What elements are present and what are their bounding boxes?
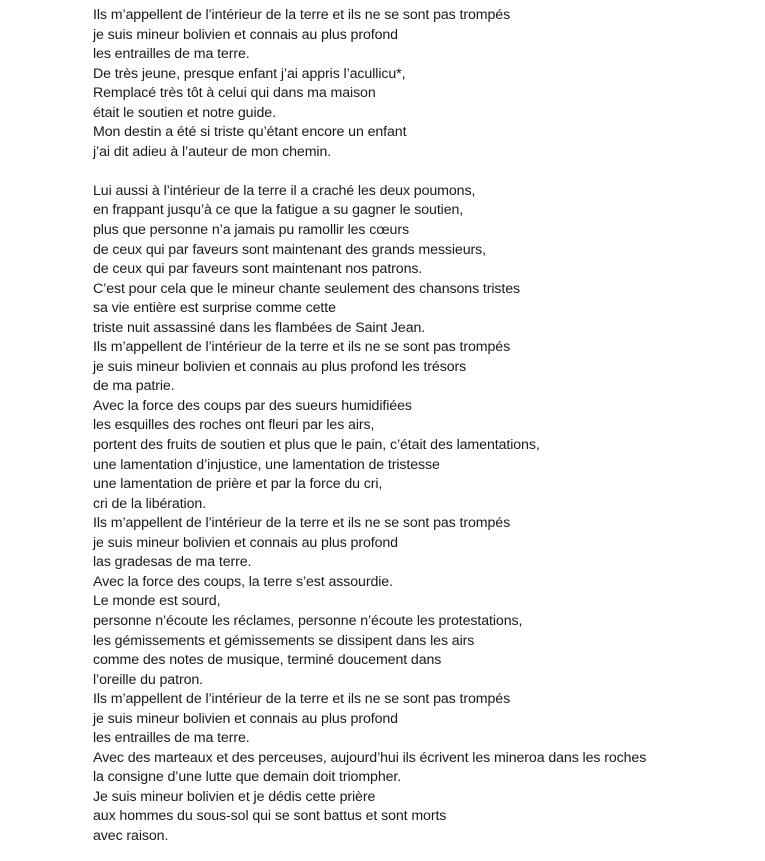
poem-line: une lamentation d’injustice, une lamentation de tristesse [93, 456, 440, 473]
poem-line: Avec la force des coups par des sueurs humidifiées [93, 397, 412, 414]
poem-line: je suis mineur bolivien et connais au plus profond [93, 26, 398, 43]
poem-line: comme des notes de musique, terminé doucement dans [93, 652, 442, 669]
poem-line: plus que personne n’a jamais pu ramollir les cœurs [93, 222, 409, 239]
poem-line: sa vie entière est surprise comme cette [93, 300, 336, 317]
poem-line: Avec des marteaux et des perceuses, aujourd’hui ils écrivent les mineroa dans les roches [93, 749, 647, 766]
poem-line: de ceux qui par faveurs sont maintenant nos patrons. [93, 261, 423, 278]
poem-line: Je suis mineur bolivien et je dédis cette prière [93, 788, 376, 805]
poem-line: portent des fruits de soutien et plus que le pain, c’était des lamentations, [93, 437, 540, 454]
poem-line: Remplacé très tôt à celui qui dans ma maison [93, 85, 376, 102]
poem-line: de ma patrie. [93, 378, 175, 395]
poem-line: en frappant jusqu’à ce que la fatigue a su gagner le soutien, [93, 202, 464, 219]
poem-line: avec raison. [93, 827, 169, 844]
poem-line: Ils m’appellent de l’intérieur de la terre et ils ne se sont pas trompés [93, 7, 511, 23]
poem-line: l’oreille du patron. [93, 671, 203, 688]
poem-line: Lui aussi à l’intérieur de la terre il a craché les deux poumons, [93, 182, 476, 199]
poem-line: personne n’écoute les réclames, personne n’écoute les protestations, [93, 612, 523, 629]
poem-line: j’ai dit adieu à l’auteur de mon chemin. [93, 143, 332, 160]
stanza [93, 6, 765, 162]
stanza-break [93, 162, 765, 182]
poem-line: De très jeune, presque enfant j’ai appris l’acullicu*, [93, 65, 406, 82]
poem-line: était le soutien et notre guide. [93, 104, 276, 121]
poem-line: cri de la libération. [93, 495, 207, 512]
poem-line: la consigne d’une lutte que demain doit triompher. [93, 769, 402, 786]
poem-line: Mon destin a été si triste qu’étant encore un enfant [93, 124, 407, 141]
poem-line: Ils m’appellent de l’intérieur de la terre et ils ne se sont pas trompés [93, 691, 511, 708]
poem-line: Avec la force des coups, la terre s’est assourdie. [93, 573, 393, 590]
document-page [93, 6, 765, 847]
poem-line: les esquilles des roches ont fleuri par les airs, [93, 417, 375, 434]
poem-line: triste nuit assassiné dans les flambées de Saint Jean. [93, 319, 426, 336]
stanza [93, 182, 765, 847]
poem-line: je suis mineur bolivien et connais au plus profond [93, 710, 398, 727]
poem-line: las gradesas de ma terre. [93, 554, 252, 571]
poem-line: les entrailles de ma terre. [93, 46, 250, 63]
poem-line: Ils m’appellent de l’intérieur de la terre et ils ne se sont pas trompés [93, 515, 511, 532]
poem-line: je suis mineur bolivien et connais au plus profond les trésors [93, 358, 467, 375]
poem-line: C’est pour cela que le mineur chante seulement des chansons tristes [93, 280, 521, 297]
poem-line: une lamentation de prière et par la force du cri, [93, 476, 383, 493]
poem-line: de ceux qui par faveurs sont maintenant des grands messieurs, [93, 241, 486, 258]
poem-line: les entrailles de ma terre. [93, 730, 250, 747]
poem-line: aux hommes du sous-sol qui se sont battus et sont morts [93, 808, 447, 825]
poem-line: Ils m’appellent de l’intérieur de la terre et ils ne se sont pas trompés [93, 339, 511, 356]
poem-line: Le monde est sourd, [93, 593, 221, 610]
poem-line: les gémissements et gémissements se dissipent dans les airs [93, 632, 475, 649]
poem-line: je suis mineur bolivien et connais au plus profond [93, 534, 398, 551]
